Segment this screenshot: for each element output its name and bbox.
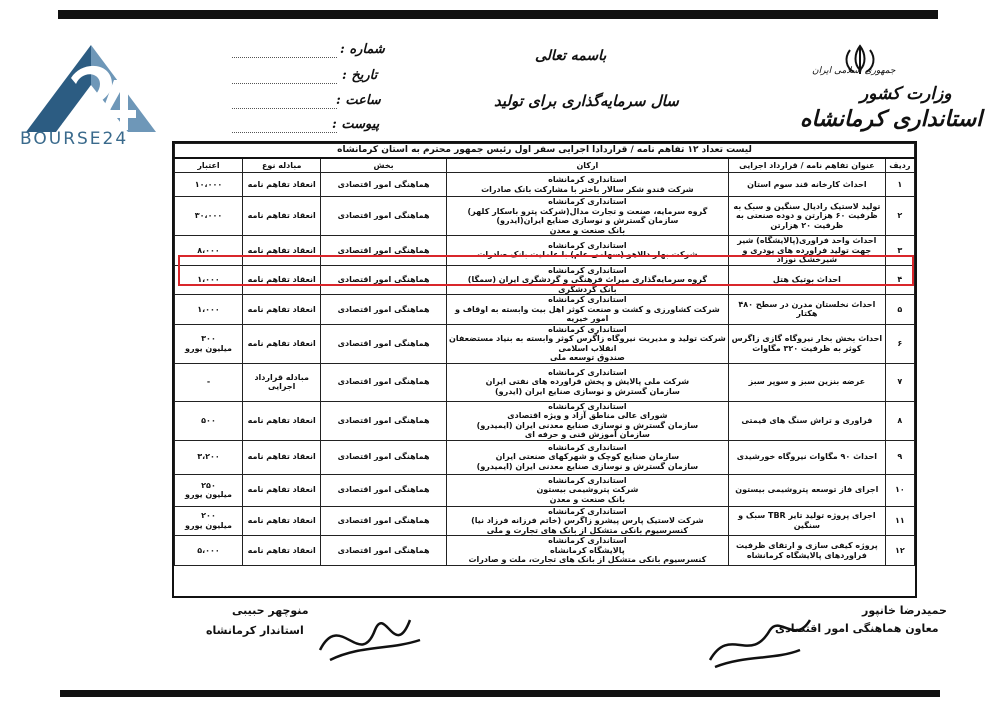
row-type: انعقاد تفاهم نامه bbox=[243, 197, 321, 236]
row-type: انعقاد تفاهم نامه bbox=[243, 295, 321, 325]
row-arkan: استانداری کرمانشاه شرکت ملی پالایش و پخش فراورده های نفتی ایران سازمان گسترش و نوسازی صنایع ایران (ایدرو) bbox=[446, 363, 728, 401]
row-idx: ۸ bbox=[885, 401, 914, 440]
year-slogan: سال سرمایه‌گذاری برای تولید bbox=[494, 92, 679, 110]
row-credit: ۱۰،۰۰۰ bbox=[175, 173, 243, 197]
logo-wordmark: BOURSE24 bbox=[20, 129, 129, 149]
time-label: ساعت : bbox=[336, 93, 381, 108]
row-title: احداث بخش بخار نیروگاه گازی زاگرس کوثر به ظرفیت ۳۲۰ مگاوات bbox=[728, 324, 885, 363]
date-dots bbox=[232, 82, 337, 84]
row-arkan: استانداری کرمانشاه شرکت لاستیک پارس پیشرو زاگرس (خاتم فرزانه فرزاد نیا) کنسرسیوم بانکی متشکل از بانک های تجارت و ملی bbox=[446, 506, 728, 536]
bourse24-logo-icon bbox=[16, 40, 166, 170]
row-idx: ۳ bbox=[885, 236, 914, 266]
row-title: احداث کارخانه قند سوم استان bbox=[728, 173, 885, 197]
header-idx: ردیف bbox=[885, 158, 914, 173]
row-sector: هماهنگی امور اقتصادی bbox=[321, 324, 446, 363]
row-credit: ۳۰۰ میلیون یورو bbox=[175, 324, 243, 363]
table-row bbox=[175, 506, 915, 536]
table-row bbox=[175, 173, 915, 197]
row-title: تولید لاستیک رادیال سنگین و سبک به ظرفیت ۶۰ هزارتن و دوده صنعتی به ظرفیت ۲۰ هزارتن bbox=[728, 197, 885, 236]
row-arkan: استانداری کرمانشاه شورای عالی مناطق آزاد و ویژه اقتصادی سازمان گسترش و نوسازی صنایع معدنی ایران (ایمیدرو) سازمان آموزش فنی و حرفه ای bbox=[446, 401, 728, 440]
row-title: اجرای پروژه تولید تایر TBR سبک و سنگین bbox=[728, 506, 885, 536]
header-sector: بخش bbox=[321, 158, 446, 173]
row-credit: ۲۵۰ میلیون یورو bbox=[175, 474, 243, 506]
row-title: احداث نخلستان مدرن در سطح ۴۸۰ هکتار bbox=[728, 295, 885, 325]
row-title: اجرای فاز توسعه پتروشیمی بیستون bbox=[728, 474, 885, 506]
ministry-title: وزارت کشور bbox=[860, 84, 952, 104]
row-arkan: استانداری کرمانشاه شرکت پتروشیمی بیستون بانک صنعت و معدن bbox=[446, 474, 728, 506]
agreements-table-wrapper bbox=[172, 141, 917, 598]
row-idx: ۵ bbox=[885, 295, 914, 325]
row-arkan: استانداری کرمانشاه گروه سرمایه‌گذاری میراث فرهنگی و گردشگری ایران (سمگا) بانک گردشگری bbox=[446, 265, 728, 295]
row-credit: ۱،۰۰۰ bbox=[175, 265, 243, 295]
row-arkan: استانداری کرمانشاه شرکت بهار دالاهو (سهامی عام) با عاملیت بانک صادرات bbox=[446, 236, 728, 266]
row-type: انعقاد تفاهم نامه bbox=[243, 173, 321, 197]
left-signature-icon bbox=[300, 600, 430, 675]
row-sector: هماهنگی امور اقتصادی bbox=[321, 236, 446, 266]
row-credit: ۲۰۰ میلیون یورو bbox=[175, 506, 243, 536]
row-title: احداث ۹۰ مگاوات نیروگاه خورشیدی bbox=[728, 440, 885, 474]
number-label: شماره : bbox=[340, 42, 385, 57]
row-title: عرضه بنزین سبز و سوپر سبز bbox=[728, 363, 885, 401]
bismillah-heading: باسمه تعالی bbox=[535, 48, 607, 64]
row-sector: هماهنگی امور اقتصادی bbox=[321, 536, 446, 566]
row-sector: هماهنگی امور اقتصادی bbox=[321, 506, 446, 536]
row-type: انعقاد تفاهم نامه bbox=[243, 474, 321, 506]
row-sector: هماهنگی امور اقتصادی bbox=[321, 363, 446, 401]
row-type: انعقاد تفاهم نامه bbox=[243, 265, 321, 295]
row-credit: ۱،۰۰۰ bbox=[175, 295, 243, 325]
row-credit: ۳۰،۰۰۰ bbox=[175, 197, 243, 236]
row-credit: ۳،۲۰۰ bbox=[175, 440, 243, 474]
row-type: مبادله قرارداد اجرایی bbox=[243, 363, 321, 401]
table-row bbox=[175, 295, 915, 325]
left-signer-name: منوچهر حبیبی bbox=[232, 604, 309, 617]
row-type: انعقاد تفاهم نامه bbox=[243, 236, 321, 266]
row-credit: ۸،۰۰۰ bbox=[175, 236, 243, 266]
right-signature-icon bbox=[700, 605, 820, 675]
row-type: انعقاد تفاهم نامه bbox=[243, 506, 321, 536]
row-type: انعقاد تفاهم نامه bbox=[243, 401, 321, 440]
header-credit: اعتبار bbox=[175, 158, 243, 173]
row-credit: - bbox=[175, 363, 243, 401]
row-idx: ۷ bbox=[885, 363, 914, 401]
agreements-table bbox=[174, 143, 915, 566]
table-row bbox=[175, 363, 915, 401]
government-line: جمهوری اسلامی ایران bbox=[812, 66, 896, 76]
right-signer-name: حمیدرضا خانپور bbox=[862, 604, 947, 617]
bottom-border-bar bbox=[60, 690, 940, 697]
row-idx: ۲ bbox=[885, 197, 914, 236]
top-border-bar bbox=[58, 10, 938, 19]
row-sector: هماهنگی امور اقتصادی bbox=[321, 173, 446, 197]
row-title: فراوری و تراش سنگ های قیمتی bbox=[728, 401, 885, 440]
row-idx: ۱۰ bbox=[885, 474, 914, 506]
row-idx: ۱ bbox=[885, 173, 914, 197]
row-title: پروژه کیفی سازی و ارتقای ظرفیت فراوردهای پالایشگاه کرمانشاه bbox=[728, 536, 885, 566]
row-arkan: استانداری کرمانشاه پالایشگاه کرمانشاه کنسرسیوم بانکی متشکل از بانک های تجارت، ملت و صادرات bbox=[446, 536, 728, 566]
row-idx: ۱۱ bbox=[885, 506, 914, 536]
table-row bbox=[175, 536, 915, 566]
highlight-box-row-3 bbox=[178, 255, 914, 286]
row-sector: هماهنگی امور اقتصادی bbox=[321, 474, 446, 506]
row-arkan: استانداری کرمانشاه شرکت قندو شکر سالار باختر با مشارکت بانک صادرات bbox=[446, 173, 728, 197]
right-signer-role: معاون هماهنگی امور اقتصادی bbox=[775, 622, 939, 635]
row-sector: هماهنگی امور اقتصادی bbox=[321, 295, 446, 325]
header-arkan: ارکان bbox=[446, 158, 728, 173]
row-type: انعقاد تفاهم نامه bbox=[243, 440, 321, 474]
row-arkan: استانداری کرمانشاه شرکت کشاورزی و کشت و صنعت کوثر اهل بیت وابسته به اوقاف و امور خیریه bbox=[446, 295, 728, 325]
attachment-label: پیوست : bbox=[332, 117, 380, 132]
row-type: انعقاد تفاهم نامه bbox=[243, 536, 321, 566]
row-arkan: استانداری کرمانشاه سازمان صنایع کوچک و شهرکهای صنعتی ایران سازمان گسترش و نوسازی صنایع معدنی ایران (ایمیدرو) bbox=[446, 440, 728, 474]
row-idx: ۱۲ bbox=[885, 536, 914, 566]
time-dots bbox=[232, 107, 337, 109]
table-row bbox=[175, 197, 915, 236]
row-idx: ۹ bbox=[885, 440, 914, 474]
left-signer-role: استاندار کرمانشاه bbox=[206, 624, 304, 637]
row-idx: ۴ bbox=[885, 265, 914, 295]
row-sector: هماهنگی امور اقتصادی bbox=[321, 197, 446, 236]
row-sector: هماهنگی امور اقتصادی bbox=[321, 440, 446, 474]
province-title: استانداری کرمانشاه bbox=[800, 106, 983, 132]
table-row bbox=[175, 474, 915, 506]
row-idx: ۶ bbox=[885, 324, 914, 363]
number-dots bbox=[232, 56, 337, 58]
row-type: انعقاد تفاهم نامه bbox=[243, 324, 321, 363]
row-title: احداث بوتیک هتل bbox=[728, 265, 885, 295]
row-sector: هماهنگی امور اقتصادی bbox=[321, 401, 446, 440]
date-label: تاریخ : bbox=[342, 68, 378, 83]
header-type: مبادله نوع bbox=[243, 158, 321, 173]
header-title: عنوان تفاهم نامه / قرارداد اجرایی bbox=[728, 158, 885, 173]
table-row bbox=[175, 401, 915, 440]
row-arkan: استانداری کرمانشاه شرکت تولید و مدیریت نیروگاه زاگرس کوثر وابسته به بنیاد مستضعفان انقلاب اسلامی صندوق توسعه ملی bbox=[446, 324, 728, 363]
table-title: لیست تعداد ۱۲ تفاهم نامه / قراردادا اجرایی سفر اول رئیس جمهور محترم به استان کرمانشاه bbox=[175, 144, 915, 159]
row-arkan: استانداری کرمانشاه گروه سرمایه، صنعت و تجارت مدال(شرکت پترو باسکار کلهر) سازمان گسترش و نوسازی صنایع ایران(ایدرو) بانک صنعت و معدن bbox=[446, 197, 728, 236]
table-row bbox=[175, 440, 915, 474]
row-credit: ۵،۰۰۰ bbox=[175, 536, 243, 566]
row-credit: ۵۰۰ bbox=[175, 401, 243, 440]
table-row bbox=[175, 324, 915, 363]
row-sector: هماهنگی امور اقتصادی bbox=[321, 265, 446, 295]
attachment-dots bbox=[232, 131, 337, 133]
row-title: احداث واحد فراوری(پالایشگاه) شیر جهت تولید فراورده های پودری و شیرخشک نوزاد bbox=[728, 236, 885, 266]
